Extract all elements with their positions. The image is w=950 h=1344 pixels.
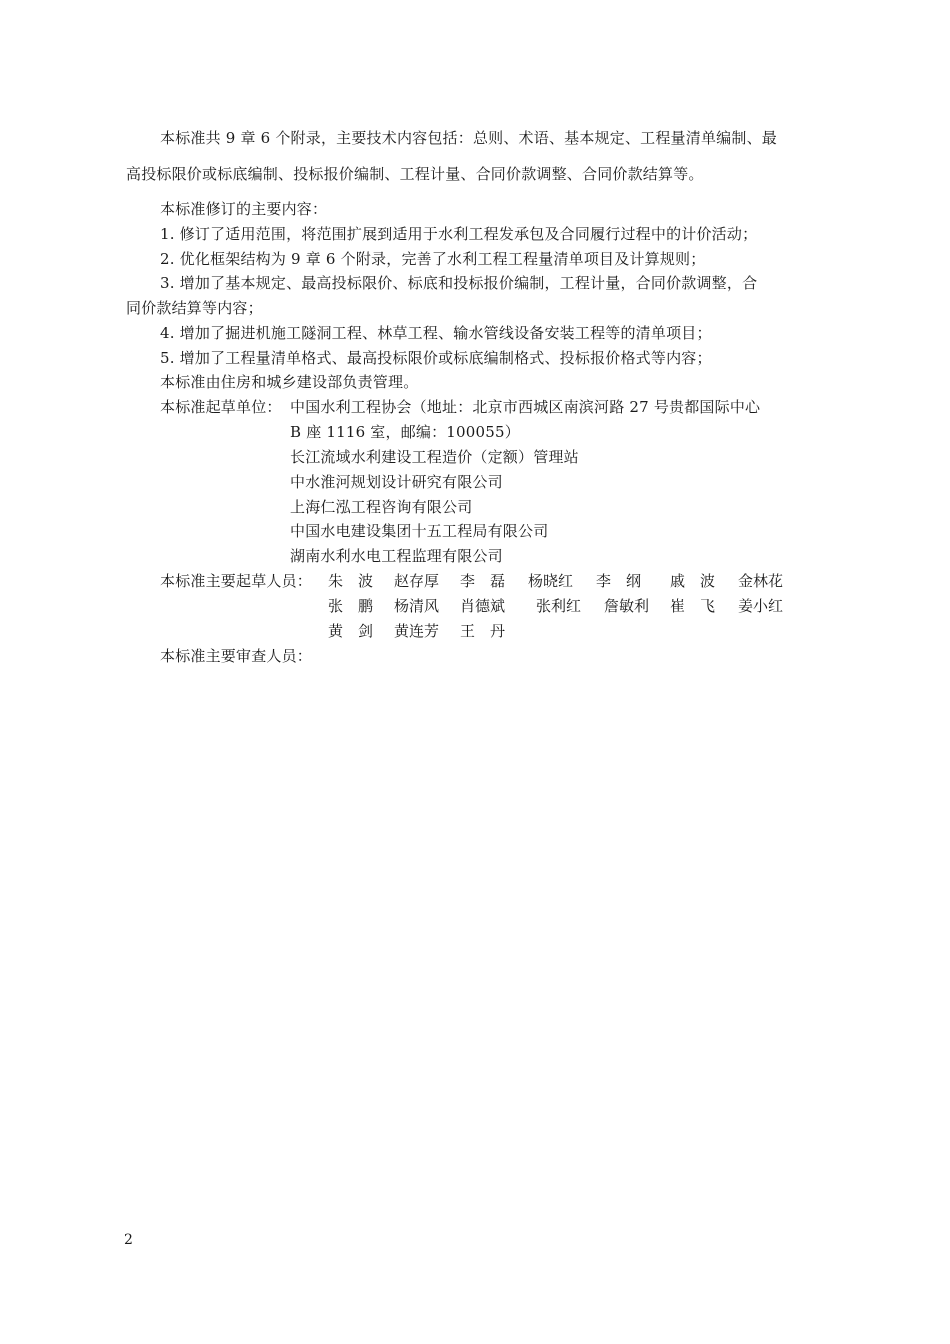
- drafter-name: 赵存厚: [394, 572, 440, 590]
- revision-item-2: 2. 优化框架结构为 9 章 6 个附录，完善了水利工程工程量清单项目及计算规则；: [160, 250, 706, 268]
- intro-line-2: 高投标限价或标底编制、投标报价编制、工程计量、合同价款调整、合同价款结算等。: [126, 165, 704, 183]
- drafter-name: 杨清风: [394, 597, 440, 615]
- revision-item-4: 4. 增加了掘进机施工隧洞工程、林草工程、输水管线设备安装工程等的清单项目；: [160, 324, 712, 342]
- revision-item-1: 1. 修订了适用范围，将范围扩展到适用于水利工程发承包及合同履行过程中的计价活动；: [160, 225, 758, 243]
- drafter-name: 戚 波: [670, 572, 716, 590]
- drafting-unit-primary-address: B 座 1116 室，邮编：100055）: [290, 423, 520, 441]
- intro-line-1: 本标准共 9 章 6 个附录，主要技术内容包括：总则、术语、基本规定、工程量清单编制、最: [160, 129, 777, 147]
- reviewers-label: 本标准主要审查人员：: [160, 647, 313, 665]
- drafter-name: 姜小红: [738, 597, 784, 615]
- drafting-unit: 中国水电建设集团十五工程局有限公司: [290, 522, 549, 540]
- drafting-unit-primary: 中国水利工程协会（地址：北京市西城区南滨河路 27 号贵都国际中心: [290, 398, 761, 416]
- drafter-name: 金林花: [738, 572, 784, 590]
- page-number: 2: [124, 1232, 133, 1248]
- drafter-name: 李 纲: [596, 572, 642, 590]
- drafter-name: 张利红: [536, 597, 582, 615]
- drafter-name: 黄连芳: [394, 622, 440, 640]
- management-statement: 本标准由住房和城乡建设部负责管理。: [160, 373, 419, 391]
- drafter-name: 黄 剑: [328, 622, 374, 640]
- drafting-units-label: 本标准起草单位：: [160, 398, 282, 416]
- drafter-name: 杨晓红: [528, 572, 574, 590]
- drafter-name: 王 丹: [460, 622, 506, 640]
- revision-item-3-line-1: 3. 增加了基本规定、最高投标限价、标底和投标报价编制，工程计量，合同价款调整，合: [160, 274, 758, 292]
- drafter-name: 肖德斌: [460, 597, 506, 615]
- drafting-unit: 上海仁泓工程咨询有限公司: [290, 498, 473, 516]
- revisions-heading: 本标准修订的主要内容：: [160, 200, 328, 218]
- drafter-name: 李 磊: [460, 572, 506, 590]
- revision-item-5: 5. 增加了工程量清单格式、最高投标限价或标底编制格式、投标报价格式等内容；: [160, 349, 712, 367]
- drafters-label: 本标准主要起草人员：: [160, 572, 313, 590]
- drafter-name: 朱 波: [328, 572, 374, 590]
- drafter-name: 崔 飞: [670, 597, 716, 615]
- drafting-unit: 湖南水利水电工程监理有限公司: [290, 547, 503, 565]
- drafter-name: 张 鹏: [328, 597, 374, 615]
- drafting-unit: 长江流域水利建设工程造价（定额）管理站: [290, 448, 579, 466]
- revision-item-3-line-2: 同价款结算等内容；: [126, 299, 263, 317]
- drafter-name: 詹敏利: [604, 597, 650, 615]
- drafting-unit: 中水淮河规划设计研究有限公司: [290, 473, 503, 491]
